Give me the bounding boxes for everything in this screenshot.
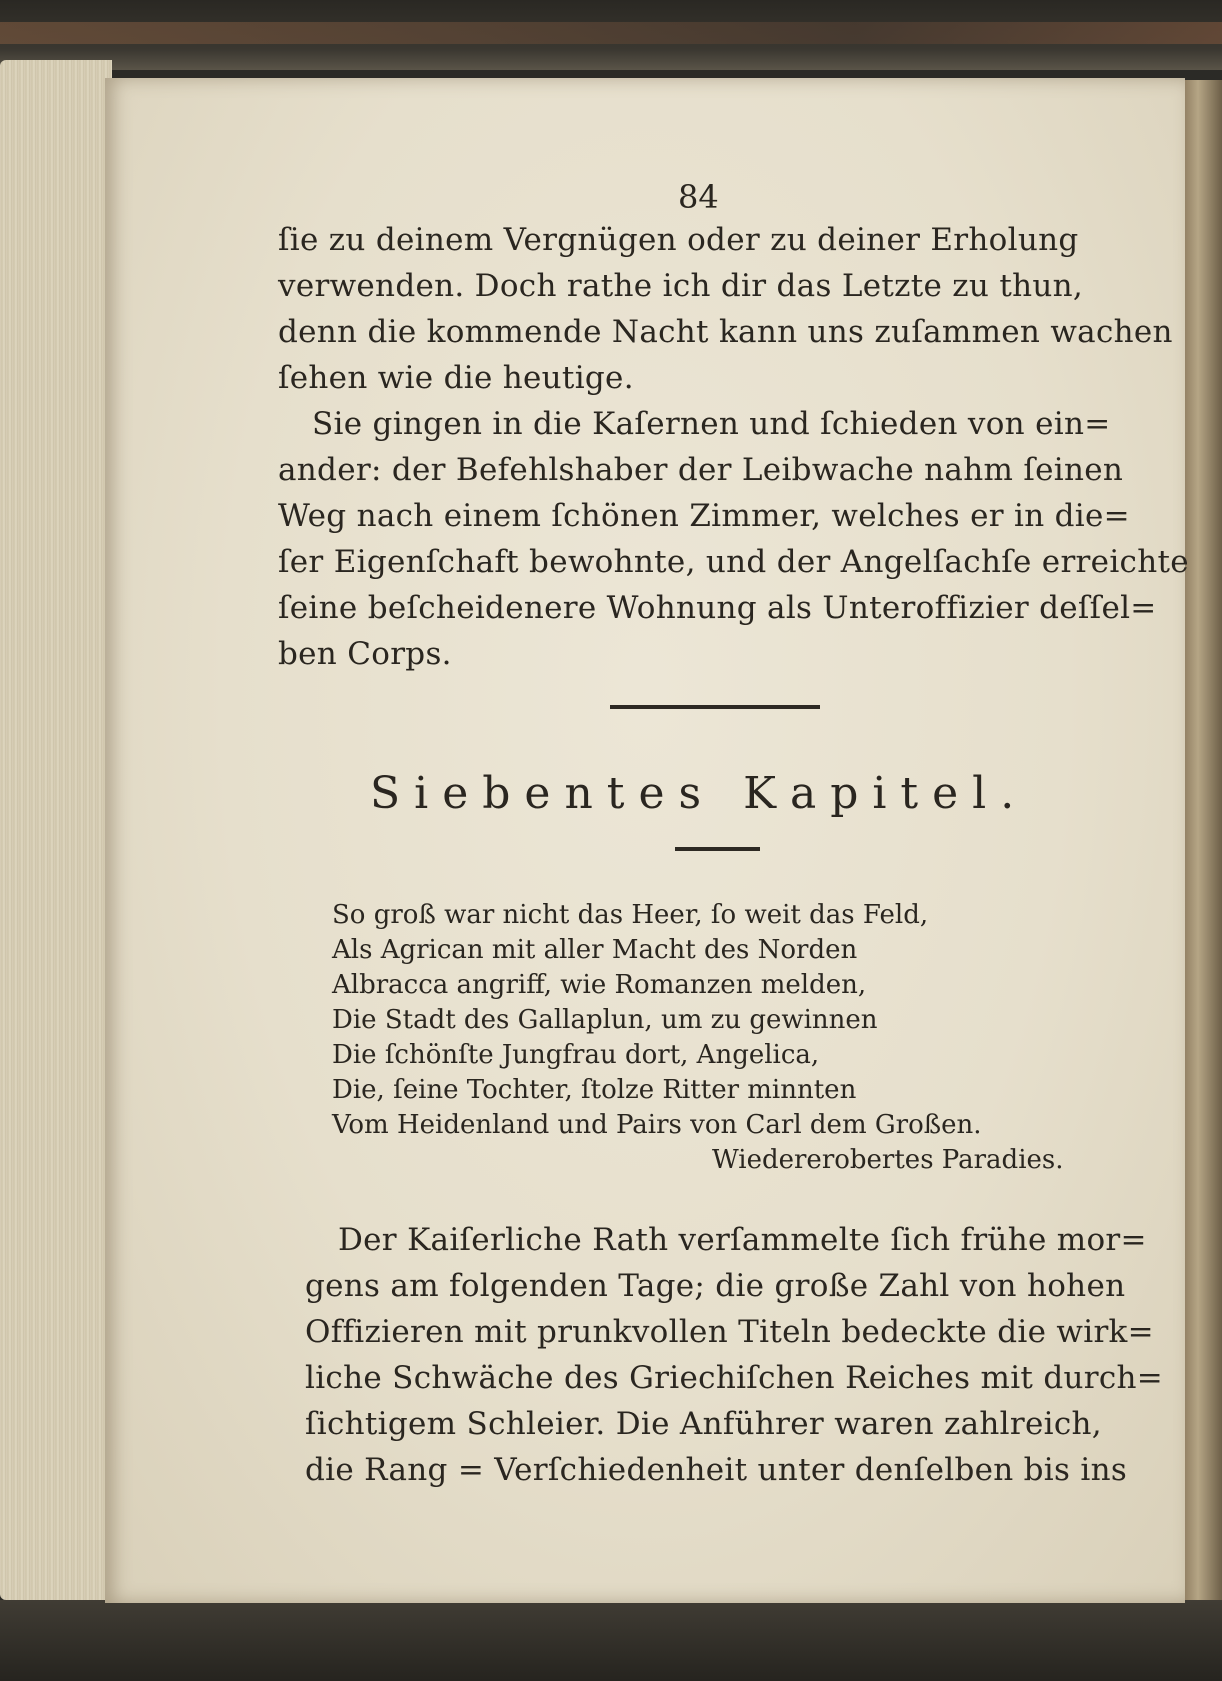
text-line: verwenden. Doch rathe ich dir das Letzte zu thun, <box>278 268 1084 304</box>
epigraph-line: Als Agrican mit aller Macht des Norden <box>332 935 858 965</box>
text-line: ſer Eigenſchaft bewohnte, und der Angelſachſe erreichte <box>278 544 1189 580</box>
chapter-title: Siebentes Kapitel. <box>370 768 1029 819</box>
chapter-divider-bottom <box>675 847 760 851</box>
page-edges-right <box>1182 80 1222 1600</box>
text-line: ſichtigem Schleier. Die Anführer waren zahlreich, <box>305 1406 1102 1442</box>
epigraph-line: So groß war nicht das Heer, ſo weit das Feld, <box>332 900 929 930</box>
background-bottom <box>0 1600 1222 1681</box>
epigraph-line: Die, ſeine Tochter, ſtolze Ritter minnten <box>332 1075 857 1105</box>
text-line: Weg nach einem ſchönen Zimmer, welches er in die= <box>278 498 1130 534</box>
text-line: ſeine beſcheidenere Wohnung als Unteroffizier deſſel= <box>278 590 1157 626</box>
text-line: ſehen wie die heutige. <box>278 360 634 396</box>
book-binding <box>0 22 1222 44</box>
text-line: gens am folgenden Tage; die große Zahl von hohen <box>305 1268 1126 1304</box>
page-edges-left <box>0 60 112 1600</box>
epigraph-line: Die Stadt des Gallaplun, um zu gewinnen <box>332 1005 878 1035</box>
text-line: Sie gingen in die Kaſernen und ſchieden von ein= <box>312 406 1111 442</box>
text-line: ander: der Befehlshaber der Leibwache nahm ſeinen <box>278 452 1124 488</box>
text-line: ſie zu deinem Vergnügen oder zu deiner Erholung <box>278 222 1079 258</box>
text-line: denn die kommende Nacht kann uns zuſammen wachen <box>278 314 1173 350</box>
page-number: 84 <box>678 178 719 216</box>
text-line: liche Schwäche des Griechiſchen Reiches mit durch= <box>305 1360 1164 1396</box>
epigraph-line: Die ſchönſte Jungfrau dort, Angelica, <box>332 1040 820 1070</box>
epigraph-line: Albracca angriff, wie Romanzen melden, <box>332 970 867 1000</box>
text-line: die Rang = Verſchiedenheit unter denſelben bis ins <box>305 1452 1128 1488</box>
text-line: Offizieren mit prunkvollen Titeln bedeckte die wirk= <box>305 1314 1154 1350</box>
epigraph-attribution: Wiedererobertes Paradies. <box>712 1145 1064 1175</box>
text-line: ben Corps. <box>278 636 452 672</box>
chapter-divider-top <box>610 705 820 709</box>
epigraph-line: Vom Heidenland und Pairs von Carl dem Großen. <box>332 1110 982 1140</box>
text-line: Der Kaiſerliche Rath verſammelte ſich frühe mor= <box>338 1222 1147 1258</box>
